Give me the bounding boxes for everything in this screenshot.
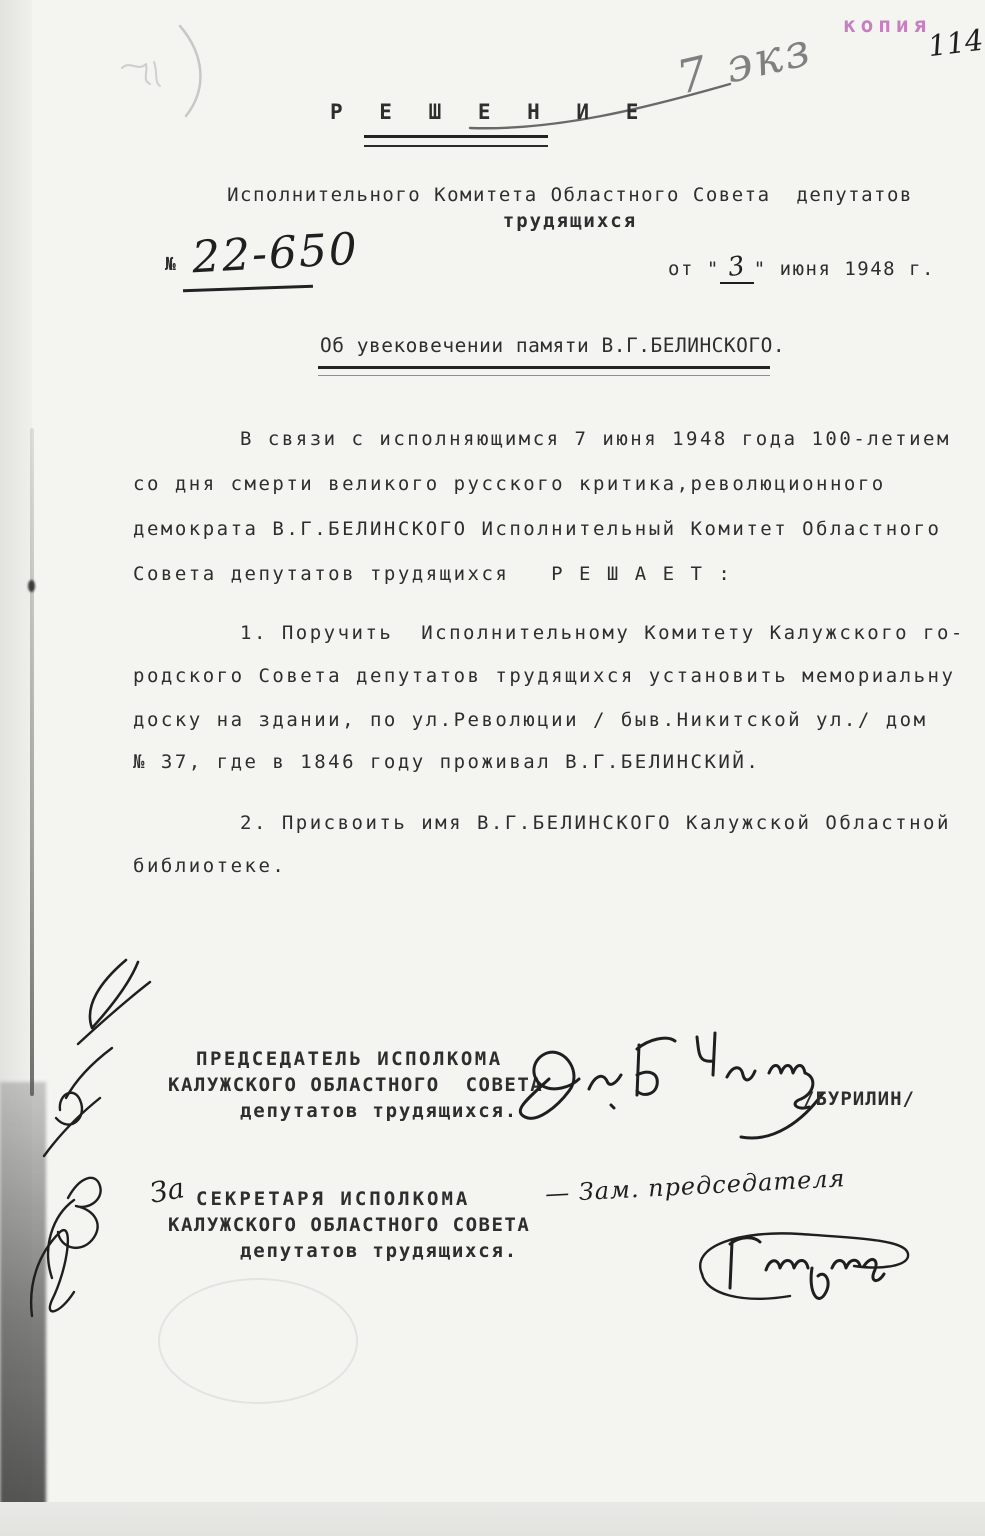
number-handwritten: 22-650 bbox=[190, 223, 361, 284]
copy-stamp: копия bbox=[843, 13, 932, 37]
number-underline bbox=[183, 285, 313, 293]
fold-ink-blot bbox=[28, 580, 35, 592]
sig2-title-line3: депутатов трудящихся. bbox=[240, 1240, 519, 1262]
sig1-title-line1: ПРЕДСЕДАТЕЛЬ ИСПОЛКОМА bbox=[196, 1048, 503, 1070]
secretary-signature bbox=[678, 1212, 923, 1332]
scan-bottom-edge bbox=[0, 1502, 985, 1536]
sig2-title-line2: КАЛУЖСКОГО ОБЛАСТНОГО СОВЕТА bbox=[168, 1214, 531, 1236]
margin-annotations bbox=[8, 948, 178, 1348]
item1-line1: 1. Поручить Исполнительному Комитету Калужского го- bbox=[240, 622, 965, 644]
item2-line1: 2. Присвоить имя В.Г.БЕЛИНСКОГО Калужской Областной bbox=[240, 812, 951, 834]
org-line-2: трудящихся bbox=[502, 210, 638, 232]
title-underline bbox=[364, 135, 548, 147]
sig2-hand-prefix: За bbox=[147, 1171, 187, 1210]
faint-round-stamp bbox=[158, 1278, 358, 1404]
subject-underline bbox=[318, 366, 770, 376]
document-title: Р Е Ш Е Н И Е bbox=[330, 100, 651, 124]
para1-line2: со дня смерти великого русского критика,революционного bbox=[133, 473, 886, 495]
para1-line3: демократа В.Г.БЕЛИНСКОГО Исполнительный Комитет Областного bbox=[133, 518, 942, 540]
para1-line4: Совета депутатов трудящихся Р Е Ш А Е Т : bbox=[133, 563, 733, 585]
sig2-hand-note: — Зам. председателя bbox=[544, 1164, 847, 1208]
chairman-signature bbox=[505, 1013, 835, 1143]
date-line bbox=[668, 252, 935, 284]
item2-line2: библиотеке. bbox=[133, 855, 287, 877]
pencil-scribble bbox=[88, 16, 218, 126]
sig2-title-line1: СЕКРЕТАРЯ ИСПОЛКОМА bbox=[196, 1188, 471, 1210]
date-prefix: от " bbox=[668, 258, 720, 280]
sig1-title-line3: депутатов трудящихся. bbox=[240, 1100, 519, 1122]
item1-line3: доску на здании, по ул.Революции / быв.Никитской ул./ дом bbox=[133, 709, 928, 731]
sig1-name: /БУРИЛИН/ bbox=[803, 1088, 915, 1110]
sig1-title-line2: КАЛУЖСКОГО ОБЛАСТНОГО СОВЕТА bbox=[168, 1074, 544, 1096]
para1-line1: В связи с исполняющимся 7 июня 1948 года 100-летием bbox=[240, 428, 951, 450]
copies-count-note: 7 экз bbox=[671, 21, 818, 105]
item1-line4: № 37, где в 1846 году проживал В.Г.БЕЛИНСКИЙ. bbox=[133, 751, 761, 773]
number-label: № bbox=[165, 254, 176, 275]
org-line-1: Исполнительного Комитета Областного Совета депутатов bbox=[227, 184, 913, 206]
subject-line: Об увековечении памяти В.Г.БЕЛИНСКОГО. bbox=[320, 334, 786, 357]
page-number: 114 bbox=[926, 22, 985, 64]
date-day-handwritten: 3 bbox=[720, 252, 754, 284]
date-suffix: " июня 1948 г. bbox=[753, 258, 935, 280]
item1-line2: родского Совета депутатов трудящихся установить мемориальну bbox=[133, 665, 956, 687]
